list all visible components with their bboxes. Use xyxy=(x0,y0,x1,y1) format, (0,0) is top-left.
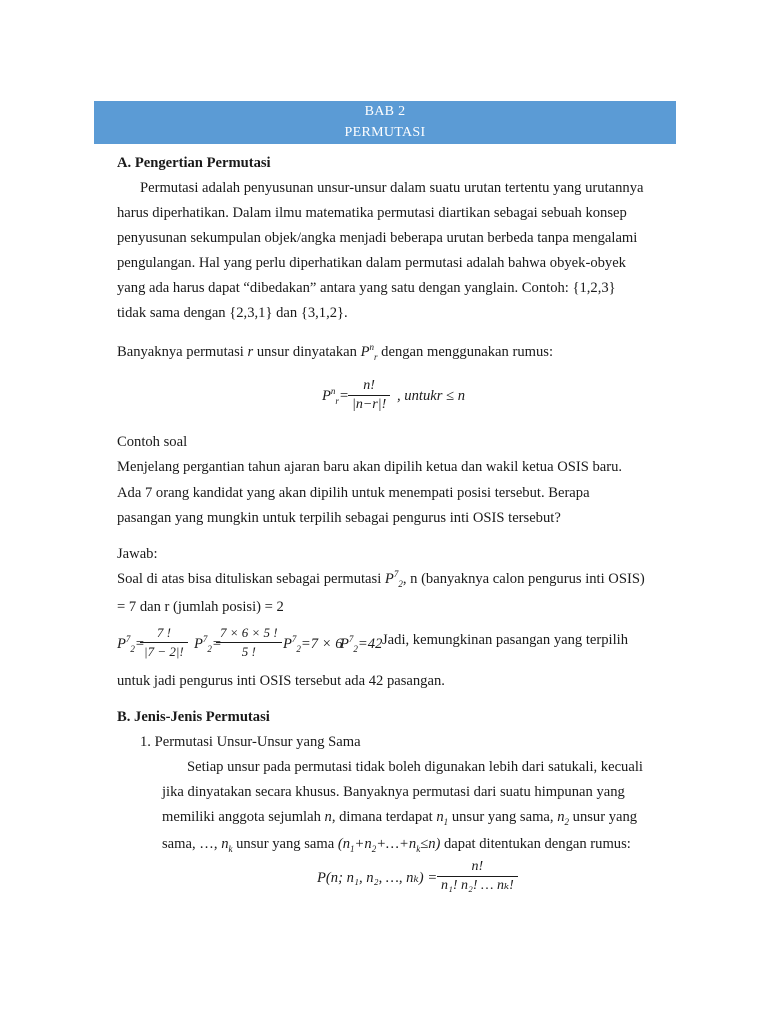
example-line: pasangan yang mungkin untuk terpilih sebagai pengurus inti OSIS tersebut? xyxy=(117,510,561,526)
formula-fraction xyxy=(348,377,390,414)
calc-fraction-1: $\frac{7 !}{|7 - 2|!}$ xyxy=(140,624,188,661)
chapter-banner xyxy=(94,101,676,144)
formula-lhs: $P^n_r=$ xyxy=(322,386,349,406)
section-b-heading: B. Jenis-Jenis Permutasi xyxy=(117,709,270,725)
list-item-1: 1. Permutasi Unsur-Unsur yang Sama xyxy=(140,734,361,750)
calc-step-4: $P^7_2=42$ xyxy=(340,634,383,654)
chapter-number: BAB 2 xyxy=(364,104,406,119)
section-a-heading: A. Pengertian Permutasi xyxy=(117,155,271,171)
conclusion-text: Jadi, kemungkinan pasangan yang terpilih xyxy=(382,632,629,648)
paragraph-line: Permutasi adalah penyusunan unsur-unsur dalam suatu urutan tertentu yang urutannya xyxy=(140,180,644,196)
example-line: Ada 7 orang kandidat yang akan dipilih untuk menempati posisi tersebut. Berapa xyxy=(117,485,590,501)
example-title: Contoh soal xyxy=(117,434,188,450)
formula-condition: , untukr ≤ n xyxy=(397,388,466,404)
paragraph-line: tidak sama dengan {2,3,1} dan {3,1,2}. xyxy=(117,305,348,321)
paragraph-line: yang ada harus dapat “dibedakan” antara yang satu dengan yanglain. Contoh: {1,2,3} xyxy=(117,280,616,296)
answer-line: Soal di atas bisa dituliskan sebagai permutasi $P^7_2$, n (banyaknya calon pengurus inti OSIS) xyxy=(117,569,645,589)
paragraph-line: sama, …, $n_k$ unsur yang sama $(n_1+n_2+\dots+n_k\le n)$ dapat ditentukan dengan rumus: xyxy=(162,836,631,854)
paragraph-line: Setiap unsur pada permutasi tidak boleh digunakan lebih dari satukali, kecuali xyxy=(187,759,643,775)
paragraph-line: jika dinyatakan secara khusus. Banyaknya permutasi dari suatu himpunan yang xyxy=(162,784,625,800)
answer-line: = 7 dan r (jumlah posisi) = 2 xyxy=(117,599,284,615)
formula-numerator: n! xyxy=(348,377,390,396)
formula-intro: Banyaknya permutasi r unsur dinyatakan $P^n_r$ dengan menggunakan rumus: xyxy=(117,342,554,362)
chapter-title: PERMUTASI xyxy=(344,125,426,140)
answer-label: Jawab: xyxy=(117,546,158,562)
conclusion-text: untuk jadi pengurus inti OSIS tersebut ada 42 pasangan. xyxy=(117,673,445,689)
formula-denominator: |n−r|! xyxy=(352,397,387,412)
calc-step-3: $P^7_2=7 \times 6$ xyxy=(283,634,343,654)
formula-b-numerator: n! xyxy=(437,858,518,877)
calc-lhs-2: $P^7_2=$ xyxy=(194,634,222,654)
calc-fraction-2: $\frac{7 \times 6 \times 5 !}{5 !}$ xyxy=(216,624,282,661)
paragraph-line: harus diperhatikan. Dalam ilmu matematika permutasi diartikan sebagai sebuah konsep xyxy=(117,205,627,221)
calc-lhs-1: $P^7_2=$ xyxy=(117,634,145,654)
formula-b-denominator: n₁! n₂! … nₖ! xyxy=(441,878,514,893)
formula-b-lhs: P(n; n₁, n₂, …, nₖ) = xyxy=(317,870,438,886)
paragraph-line: memiliki anggota sejumlah n, dimana terdapat $n_1$ unsur yang sama, $n_2$ unsur yang xyxy=(162,809,638,827)
example-line: Menjelang pergantian tahun ajaran baru akan dipilih ketua dan wakil ketua OSIS baru. xyxy=(117,459,623,475)
paragraph-line: pengulangan. Hal yang perlu diperhatikan dalam permutasi adalah bahwa obyek-obyek xyxy=(117,255,626,271)
formula-b-fraction xyxy=(437,858,518,895)
paragraph-line: penyusunan sekumpulan objek/angka menjadi beberapa urutan berbeda tanpa mengalami xyxy=(117,230,638,246)
